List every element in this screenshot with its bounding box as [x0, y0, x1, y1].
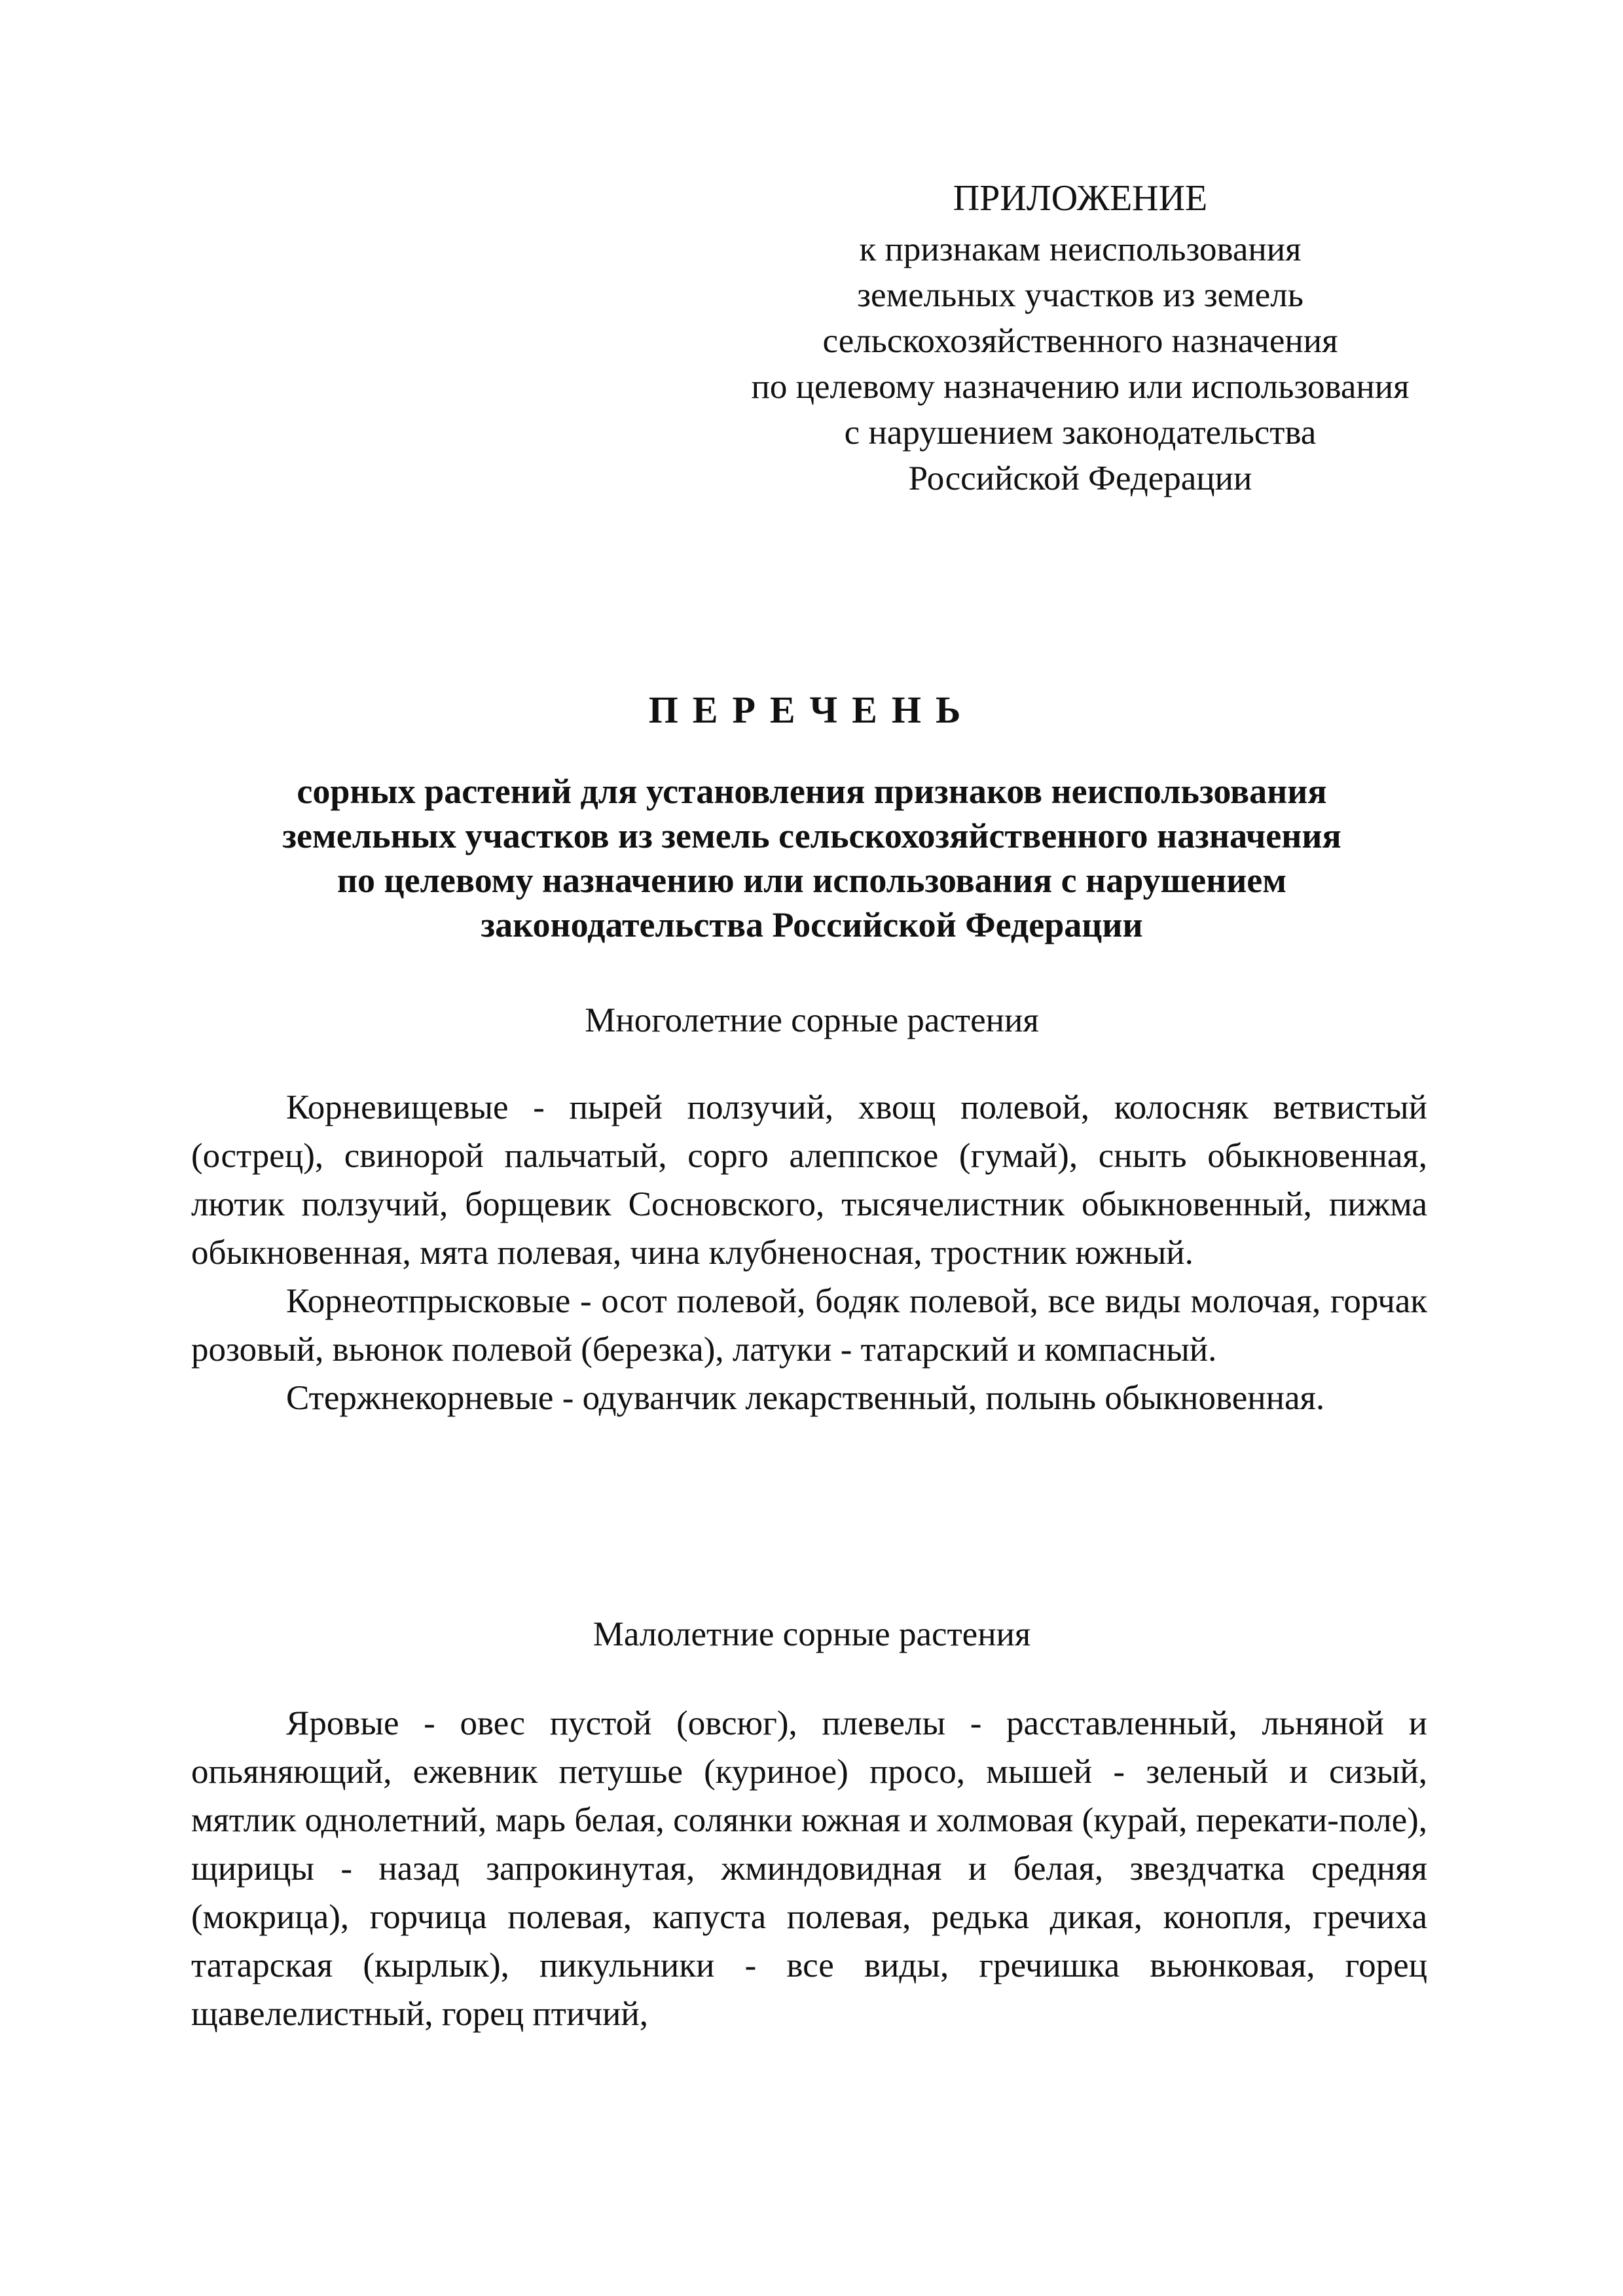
title-heading: ПЕРЕЧЕНЬ: [648, 689, 976, 731]
appendix-title: ПРИЛОЖЕНИЕ: [953, 178, 1208, 219]
appendix-line: по целевому назначению или использования: [751, 368, 1410, 406]
title-line: земельных участков из земель сельскохозяйственного назначения: [282, 816, 1341, 855]
appendix-line: с нарушением законодательства: [844, 414, 1317, 452]
appendix-line: Российской Федерации: [908, 459, 1252, 497]
title-line: законодательства Российской Федерации: [481, 905, 1143, 944]
section-body-perennial: [191, 1083, 1427, 1422]
paragraph-rhizomatous: Корневищевые - пырей ползучий, хвощ полевой, колосняк ветвистый (острец), свинорой пальчатый, сорго алеппское (гумай), сныть обыкновенная, лютик ползучий, борщевик Сосновского, тысячелистник обыкновенный, пижма обыкновенная, мята полевая, чина клубненосная, тростник южный.: [191, 1088, 1427, 1272]
paragraph-root-sprouting: Корнеотпрысковые - осот полевой, бодяк полевой, все виды молочая, горчак розовый, вьюнок полевой (березка), латуки - татарский и компасный.: [191, 1282, 1427, 1369]
title-line: по целевому назначению или использования с нарушением: [337, 861, 1287, 900]
title-line: сорных растений для установления признаков неиспользования: [297, 772, 1327, 811]
section-body-annual: [191, 1699, 1427, 2038]
section-heading-perennial: Многолетние сорные растения: [585, 1001, 1039, 1039]
appendix-line: сельскохозяйственного назначения: [822, 322, 1338, 360]
paragraph-spring: Яровые - овес пустой (овсюг), плевелы - расставленный, льняной и опьяняющий, ежевник петушье (куриное) просо, мышей - зеленый и сизый, мятлик однолетний, марь белая, солянки южная и холмовая (курай, перекати-поле), щирицы - назад запрокинутая, жминдовидная и белая, звездчатка средняя (мокрица), горчица полевая, капуста полевая, редька дикая, конопля, гречиха татарская (кырлык), пикульники - все виды, гречишка вьюнковая, горец щавелелистный, горец птичий,: [191, 1704, 1427, 2033]
section-heading-annual: Малолетние сорные растения: [593, 1615, 1031, 1653]
appendix-line: к признакам неиспользования: [859, 230, 1302, 268]
appendix-header: [681, 175, 1480, 501]
document-title: [164, 684, 1460, 947]
paragraph-taproot: Стержнекорневые - одуванчик лекарственный, полынь обыкновенная.: [286, 1379, 1325, 1417]
appendix-line: земельных участков из земель: [857, 276, 1304, 314]
